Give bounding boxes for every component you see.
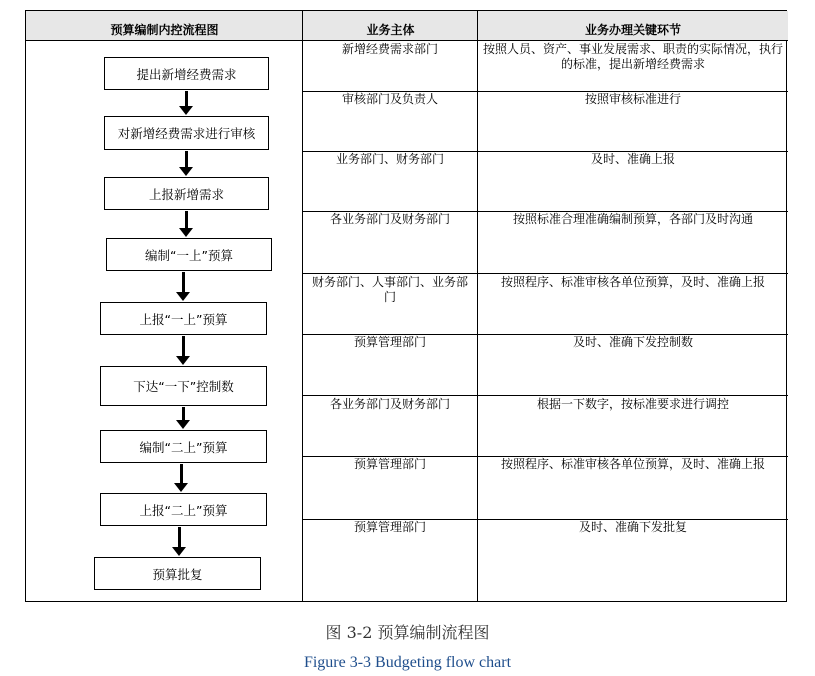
flow-arrow-icon	[179, 91, 193, 115]
flow-step-box: 上报“二上”预算	[100, 493, 267, 526]
figure-caption-english: Figure 3-3 Budgeting flow chart	[303, 654, 512, 671]
flow-arrow-icon	[176, 336, 190, 365]
row-subject: 各业务部门及财务部门	[329, 397, 450, 411]
flow-arrow-icon	[172, 527, 186, 556]
row-divider	[303, 395, 788, 396]
row-subject: 预算管理部门	[353, 520, 426, 534]
row-subject: 业务部门、财务部门	[335, 152, 444, 166]
row-key-step: 按照审核标准进行	[584, 92, 681, 106]
header-subject: 业务主体	[303, 11, 478, 41]
flow-step-box: 上报“一上”预算	[100, 302, 267, 335]
flow-step-box: 编制“一上”预算	[106, 238, 272, 271]
flow-arrow-icon	[179, 211, 193, 237]
row-divider	[303, 273, 788, 274]
flow-arrow-icon	[176, 407, 190, 429]
row-key-step: 根据一下数字，按标准要求进行调控	[536, 397, 729, 411]
flow-arrow-icon	[174, 464, 188, 492]
flow-step-box: 预算批复	[94, 557, 261, 590]
row-subject: 新增经费需求部门	[341, 42, 438, 56]
row-key-step: 按照程序、标准审核各单位预算，及时、准确上报	[500, 275, 765, 289]
row-key-step: 及时、准确下发批复	[578, 520, 687, 534]
flow-step-box: 对新增经费需求进行审核	[104, 116, 269, 150]
figure-caption-chinese: 图 3-2 预算编制流程图	[325, 623, 490, 642]
flow-arrow-icon	[179, 151, 193, 176]
row-subject: 财务部门、人事部门、业务部门	[311, 275, 468, 304]
row-key-step: 及时、准确上报	[590, 152, 675, 166]
column-divider	[302, 11, 303, 601]
flow-arrow-icon	[176, 272, 190, 301]
row-subject: 预算管理部门	[353, 457, 426, 471]
row-subject: 预算管理部门	[353, 335, 426, 349]
flowchart-table	[25, 10, 787, 602]
row-key-step: 及时、准确下发控制数	[572, 335, 693, 349]
row-subject: 审核部门及负责人	[341, 92, 438, 106]
row-key-step: 按照人员、资产、事业发展需求、职责的实际情况，执行的标准，提出新增经费需求	[483, 42, 784, 71]
header-key: 业务办理关键环节	[478, 11, 788, 41]
row-key-step: 按照标准合理准确编制预算，各部门及时沟通	[512, 212, 753, 226]
flow-step-box: 下达“一下”控制数	[100, 366, 267, 406]
header-flow: 预算编制内控流程图	[26, 11, 303, 41]
flow-step-box: 编制“二上”预算	[100, 430, 267, 463]
flow-step-box: 提出新增经费需求	[104, 57, 269, 90]
row-key-step: 按照程序、标准审核各单位预算，及时、准确上报	[500, 457, 765, 471]
flow-step-box: 上报新增需求	[104, 177, 269, 210]
row-subject: 各业务部门及财务部门	[329, 212, 450, 226]
column-divider	[477, 11, 478, 601]
